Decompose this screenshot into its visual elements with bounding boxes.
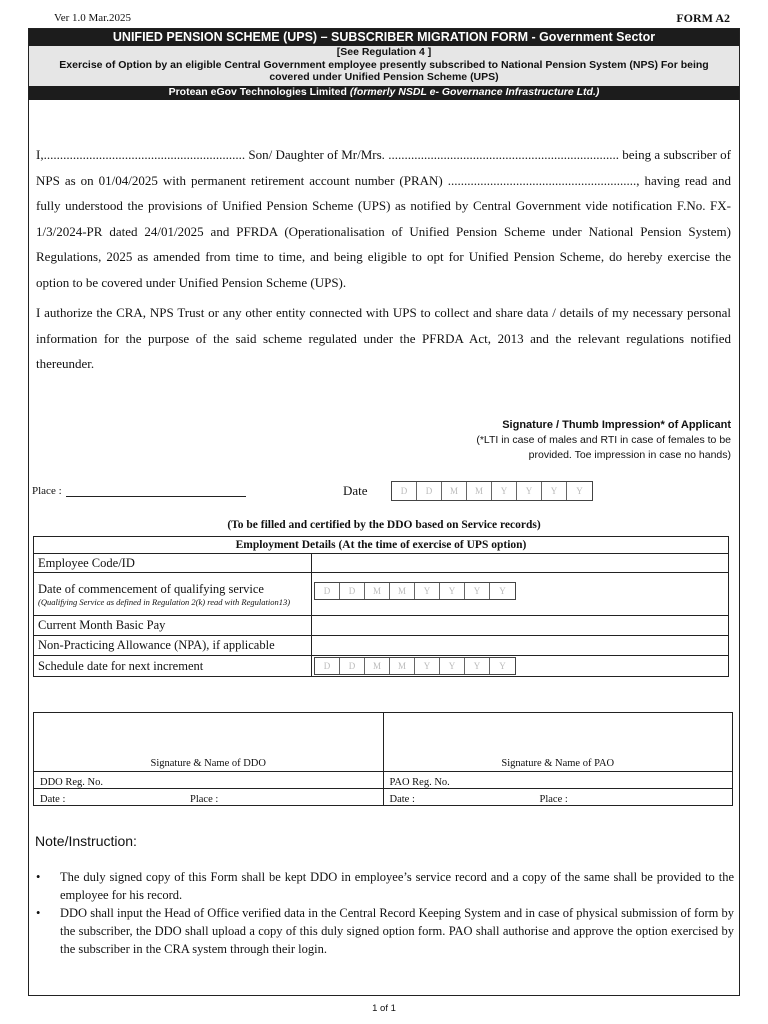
- basic-pay-field[interactable]: [312, 616, 729, 636]
- page-number: 1 of 1: [372, 1003, 396, 1014]
- date-cell[interactable]: Y: [542, 482, 567, 500]
- date-cell[interactable]: Y: [499, 586, 506, 596]
- commencement-date-field[interactable]: [314, 582, 516, 600]
- date-cell[interactable]: Y: [492, 482, 517, 500]
- form-subheader: [29, 46, 739, 86]
- npa-field[interactable]: [312, 636, 729, 656]
- org-former-name: (formerly NSDL e- Governance Infrastructure Ltd.): [349, 86, 600, 98]
- increment-label: Schedule date for next increment: [34, 656, 312, 677]
- ddo-date-place-field[interactable]: [34, 789, 384, 806]
- note-text: The duly signed copy of this Form shall be kept DDO in employee’s service record and a copy of the same shall be provided to the employee for his record.: [60, 870, 734, 902]
- org-banner: [29, 86, 739, 100]
- note-item: [36, 868, 734, 904]
- pao-reg-label: PAO Reg. No.: [389, 777, 450, 788]
- pao-signature-label: Signature & Name of PAO: [501, 758, 615, 769]
- notes-list: [36, 868, 734, 958]
- declaration-paragraph-2: I authorize the CRA, NPS Trust or any other entity connected with UPS to collect and share data / details of my necessary personal information for the purpose of the said scheme regulated under the PFRDA Act, 2013 and the relevant regulations notified thereunder.: [36, 305, 731, 371]
- ddo-place-label: Place :: [190, 794, 219, 805]
- commencement-note: (Qualifying Service as defined in Regulation 2(k) read with Regulation13): [38, 596, 291, 607]
- form-title: UNIFIED PENSION SCHEME (UPS) – SUBSCRIBER MIGRATION FORM - Government Sector: [29, 29, 739, 46]
- place-label: Place :: [32, 485, 62, 497]
- ddo-date-label: Date :: [40, 794, 66, 805]
- notes-heading: Note/Instruction:: [35, 833, 137, 849]
- date-cell[interactable]: D: [340, 583, 365, 599]
- date-cell[interactable]: Y: [465, 658, 490, 674]
- date-cell[interactable]: Y: [440, 583, 465, 599]
- employee-code-label: Employee Code/ID: [34, 554, 312, 573]
- date-cell[interactable]: Y: [499, 661, 506, 671]
- ddo-reg-field[interactable]: [34, 772, 384, 789]
- employment-table-title: Employment Details (At the time of exercise of UPS option): [34, 537, 729, 554]
- bullet: •: [36, 906, 41, 920]
- ddo-signature-label: Signature & Name of DDO: [150, 758, 266, 769]
- bullet: •: [36, 870, 41, 884]
- version-label: Ver 1.0 Mar.2025: [54, 12, 131, 24]
- applicant-signature-note-2: provided. Toe impression in case no hands): [528, 449, 731, 461]
- commencement-date-cell: [312, 573, 729, 616]
- form-subtitle: Exercise of Option by an eligible Central Government employee presently subscribed to National Pension System (NPS) For being covered under Unified Pension Scheme (UPS): [59, 58, 709, 83]
- employment-details-table: [33, 536, 729, 677]
- note-text: DDO shall input the Head of Office verified data in the Central Record Keeping System and in case of physical submission of form by the subscriber, the DDO shall upload a copy of this duly signed option form. PAO shall authorise and approve the option exercised by the subscriber in the CRA system through their login.: [60, 906, 734, 956]
- date-cell[interactable]: M: [390, 658, 415, 674]
- date-label: Date: [343, 483, 368, 498]
- date-cell[interactable]: Y: [440, 658, 465, 674]
- date-cell[interactable]: D: [315, 583, 340, 599]
- npa-label: Non-Practicing Allowance (NPA), if applicable: [34, 636, 312, 656]
- date-cell[interactable]: M: [442, 482, 467, 500]
- date-cell[interactable]: D: [417, 482, 442, 500]
- ddo-section-title: (To be filled and certified by the DDO based on Service records): [227, 519, 541, 531]
- date-cell[interactable]: Y: [517, 482, 542, 500]
- date-cell[interactable]: M: [390, 583, 415, 599]
- declaration-paragraph-1: I,.............................................................. Son/ Daughter of Mr/Mrs. ....................................................................... being a subscriber of NPS as on 01/04/2025 with permanent retirement account number (PRAN) .........................................................., having read and fully understood the provisions of Unified Pension Scheme (UPS) as notified by Central Government vide notification F.No. FX-1/3/2024-PR dated 24/01/2025 and PFRDA (Operationalisation of Unified Pension Scheme under National Pension System) Regulations, 2025 as amended from time to time, and being eligible to opt for Unified Pension Scheme, do hereby exercise the option to be covered under Unified Pension Scheme (UPS).: [36, 147, 731, 290]
- basic-pay-label: Current Month Basic Pay: [34, 616, 312, 636]
- date-cell[interactable]: Y: [576, 486, 583, 496]
- pao-signature-field[interactable]: [383, 713, 733, 772]
- employee-code-field[interactable]: [312, 554, 729, 573]
- date-cell[interactable]: D: [315, 658, 340, 674]
- increment-date-field[interactable]: [314, 657, 516, 675]
- pao-date-place-field[interactable]: [383, 789, 733, 806]
- date-cell[interactable]: D: [340, 658, 365, 674]
- regulation-ref: [See Regulation 4 ]: [336, 46, 432, 58]
- date-cell[interactable]: Y: [465, 583, 490, 599]
- commencement-label: Date of commencement of qualifying service: [38, 581, 264, 596]
- increment-date-cell: [312, 656, 729, 677]
- authority-signature-table: [33, 712, 733, 806]
- date-cell[interactable]: M: [365, 658, 390, 674]
- date-cell[interactable]: Y: [415, 583, 440, 599]
- ddo-signature-field[interactable]: [34, 713, 384, 772]
- date-cell[interactable]: M: [365, 583, 390, 599]
- applicant-signature-note-1: (*LTI in case of males and RTI in case of females to be: [476, 434, 731, 446]
- ddo-reg-label: DDO Reg. No.: [40, 777, 103, 788]
- applicant-signature-title: Signature / Thumb Impression* of Applicant: [502, 419, 731, 431]
- note-item: [36, 904, 734, 958]
- commencement-cell: [34, 573, 312, 616]
- pao-place-label: Place :: [539, 794, 568, 805]
- pao-date-label: Date :: [389, 794, 415, 805]
- pao-reg-field[interactable]: [383, 772, 733, 789]
- date-cell[interactable]: M: [467, 482, 492, 500]
- date-cell[interactable]: D: [392, 482, 417, 500]
- date-cell[interactable]: Y: [415, 658, 440, 674]
- form-code: FORM A2: [676, 11, 730, 25]
- applicant-date-field[interactable]: [391, 481, 593, 501]
- org-name: Protean eGov Technologies Limited: [168, 86, 347, 98]
- applicant-signature-block: [476, 418, 731, 463]
- place-field[interactable]: [66, 496, 246, 497]
